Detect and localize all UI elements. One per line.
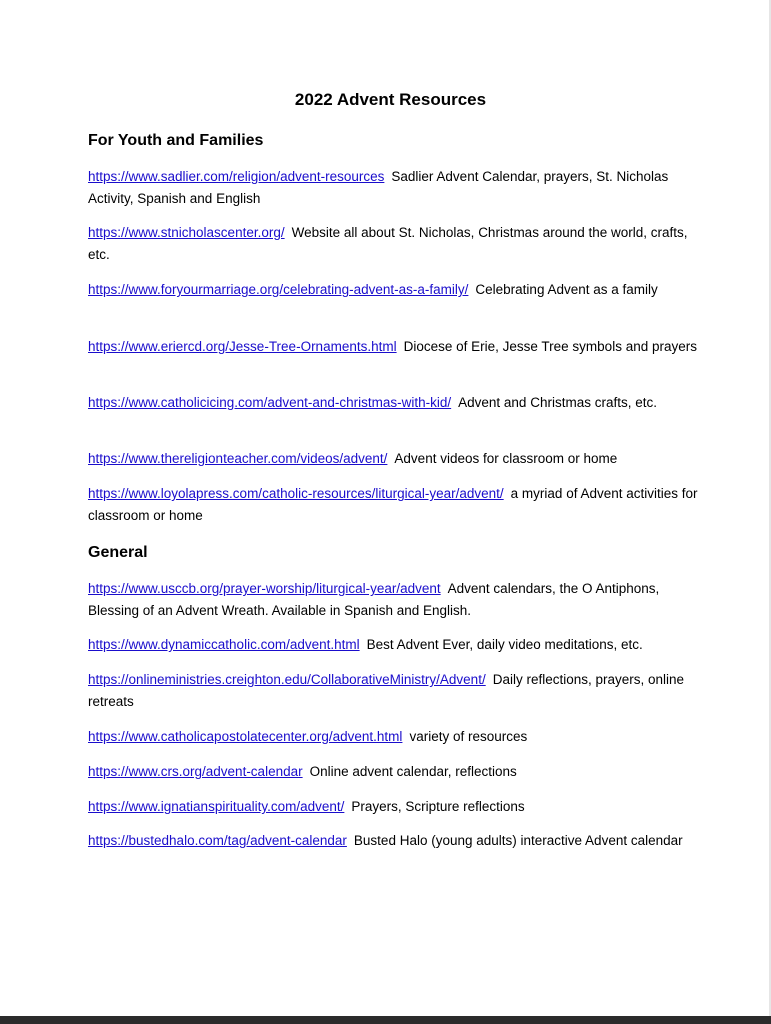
resource-description: Website all about St. Nicholas, Christmas around the world, crafts, etc. — [88, 225, 688, 262]
section-heading-youth-families: For Youth and Families — [88, 132, 264, 149]
resource-entry — [88, 166, 708, 210]
resource-link[interactable]: https://www.loyolapress.com/catholic-resources/liturgical-year/advent/ — [88, 486, 504, 501]
resource-entry — [88, 830, 708, 852]
resource-description: Advent and Christmas crafts, etc. — [458, 395, 657, 410]
resource-link[interactable]: https://bustedhalo.com/tag/advent-calendar — [88, 833, 347, 848]
resource-entry — [88, 634, 708, 656]
resource-entry — [88, 279, 708, 301]
resource-link[interactable]: https://www.usccb.org/prayer-worship/liturgical-year/advent — [88, 581, 441, 596]
resource-entry — [88, 483, 708, 527]
resource-entry — [88, 222, 708, 266]
resource-entry — [88, 578, 708, 622]
resource-link[interactable]: https://www.eriercd.org/Jesse-Tree-Ornaments.html — [88, 339, 397, 354]
resource-link[interactable]: https://www.ignatianspirituality.com/advent/ — [88, 799, 345, 814]
resource-link[interactable]: https://onlineministries.creighton.edu/CollaborativeMinistry/Advent/ — [88, 672, 486, 687]
resource-link[interactable]: https://www.catholicapostolatecenter.org/advent.html — [88, 729, 403, 744]
resource-link[interactable]: https://www.stnicholascenter.org/ — [88, 225, 285, 240]
resource-description: Busted Halo (young adults) interactive Advent calendar — [353, 833, 683, 848]
resource-link[interactable]: https://www.thereligionteacher.com/videos/advent/ — [88, 451, 388, 466]
resource-description: Prayers, Scripture reflections — [351, 799, 525, 814]
resource-link[interactable]: https://www.dynamiccatholic.com/advent.html — [88, 637, 360, 652]
resource-entry — [88, 669, 708, 713]
resource-description: Best Advent Ever, daily video meditations, etc. — [366, 637, 643, 652]
section-heading-general: General — [88, 544, 148, 561]
resource-description: a myriad of Advent activities for classroom or home — [88, 486, 698, 523]
resource-link[interactable]: https://www.crs.org/advent-calendar — [88, 764, 303, 779]
resource-description: Diocese of Erie, Jesse Tree symbols and prayers — [403, 339, 697, 354]
resource-description: Online advent calendar, reflections — [309, 764, 517, 779]
resource-link[interactable]: https://www.catholicicing.com/advent-and-christmas-with-kid/ — [88, 395, 452, 410]
resource-entry — [88, 336, 708, 358]
viewer-bottom-bar — [0, 1016, 771, 1024]
resource-entry — [88, 448, 708, 470]
resource-link[interactable]: https://www.foryourmarriage.org/celebrating-advent-as-a-family/ — [88, 282, 469, 297]
resource-description: Advent calendars, the O Antiphons, Blessing of an Advent Wreath. Available in Spanish and English. — [88, 581, 660, 618]
resource-link[interactable]: https://www.sadlier.com/religion/advent-resources — [88, 169, 385, 184]
resource-description: Advent videos for classroom or home — [394, 451, 618, 466]
document-title: 2022 Advent Resources — [294, 90, 487, 109]
resource-entry — [88, 761, 708, 783]
resource-description: Daily reflections, prayers, online retreats — [88, 672, 685, 709]
resource-entry — [88, 392, 708, 414]
resource-description: variety of resources — [409, 729, 528, 744]
resource-description: Sadlier Advent Calendar, prayers, St. Nicholas Activity, Spanish and English — [88, 169, 669, 206]
resource-entry — [88, 726, 708, 748]
resource-description: Celebrating Advent as a family — [475, 282, 658, 297]
resource-entry — [88, 796, 708, 818]
